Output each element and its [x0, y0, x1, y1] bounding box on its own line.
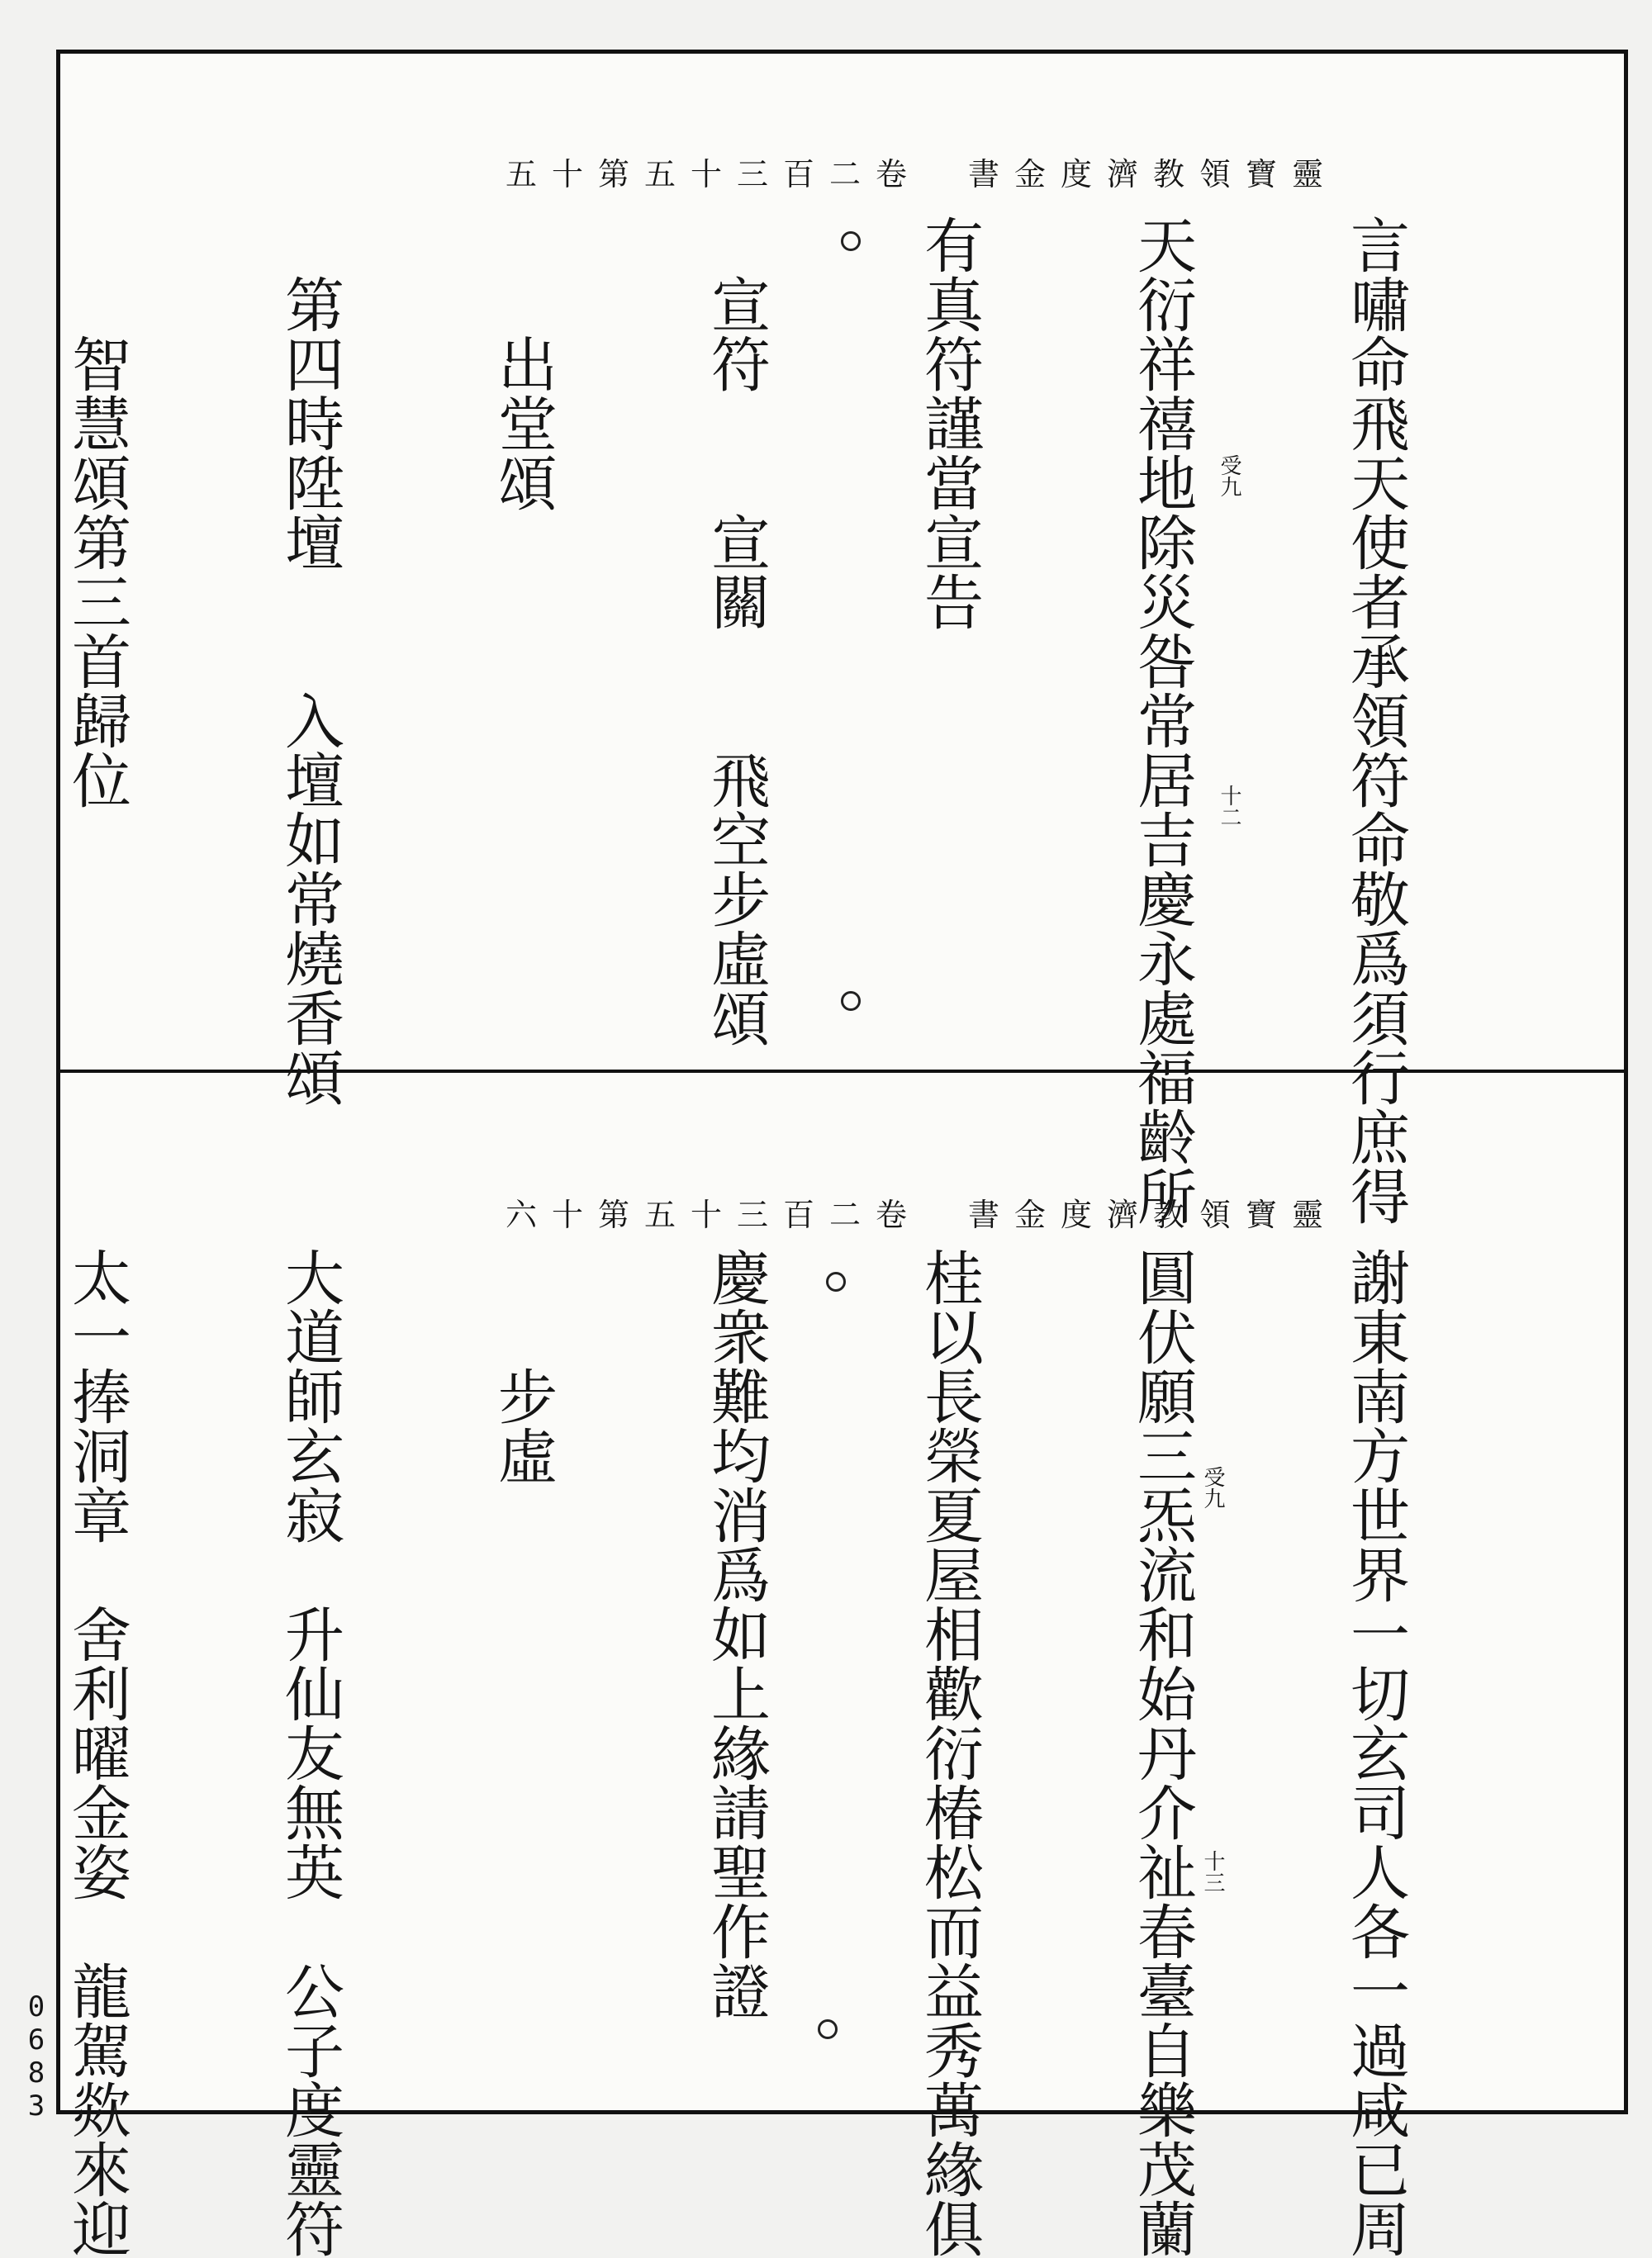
- top-page-header: 靈寶領教濟度金書 卷二百三十五第十五: [505, 156, 1338, 192]
- text-column: 謝東南方世界一切玄司人各一過咸已周: [1341, 1247, 1410, 2258]
- text-column: 出堂頌: [488, 215, 558, 512]
- circle-mark-icon: [826, 1272, 846, 1292]
- margin-note: 受九: [1217, 454, 1241, 497]
- bottom-page-text: [0, 1247, 1553, 2258]
- text-column: 太一捧洞章 舍利曜金姿 龍駕欻來迎: [62, 1247, 131, 2258]
- bottom-page-header: 靈寶領教濟度金書 卷二百三十五第十六: [505, 1197, 1338, 1233]
- bottom-page: [62, 1086, 1611, 2258]
- margin-note: 十二: [1217, 785, 1241, 828]
- circle-mark-icon: [841, 231, 861, 251]
- text-column: 桂以長榮夏屋相歡衍椿松而益秀萬緣俱: [914, 1247, 984, 2258]
- text-column: 有真符謹當宣告: [914, 215, 984, 631]
- margin-note: 十三: [1200, 1850, 1225, 1893]
- side-page-number-text: 0683: [20, 1990, 53, 2123]
- text-column: 天衍祥禧地除災咎常居吉慶永處福齡所: [1127, 215, 1197, 1226]
- text-column: 智慧頌第三首歸位: [62, 215, 131, 809]
- text-column: 言嘯命飛天使者承領符命敬爲須行庶得: [1341, 215, 1410, 1226]
- text-column: 宣符 宣關 飛空步虛頌: [701, 215, 771, 1047]
- text-column: 圓伏願三炁流和始丹介祉春臺自樂茂蘭: [1127, 1247, 1197, 2258]
- text-column: 慶衆難均消爲如上緣請聖作證: [701, 1247, 771, 2020]
- circle-mark-icon: [818, 2019, 838, 2039]
- text-column: 大道師玄寂 升仙友無英 公子度靈符: [275, 1247, 344, 2258]
- text-column: 步虛: [488, 1247, 558, 1485]
- side-page-number: [18, 1990, 51, 2123]
- margin-note: 受九: [1200, 1466, 1225, 1509]
- circle-mark-icon: [841, 991, 861, 1011]
- text-column: 第四時陞壇 入壇如常燒香頌: [275, 215, 344, 1107]
